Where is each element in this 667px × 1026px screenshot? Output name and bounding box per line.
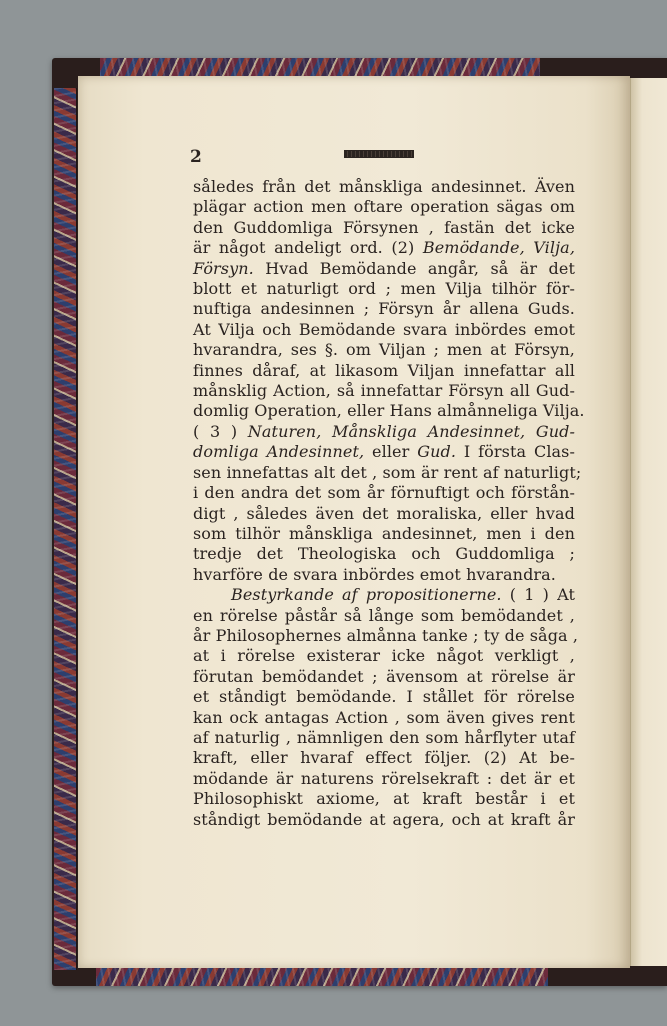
- text-run: Hvad Bemödande angår, så är det: [253, 258, 575, 278]
- text-line: [193, 565, 575, 585]
- text-run: således från det månskliga andesinnet. Även: [193, 177, 575, 196]
- text-line: [193, 504, 575, 524]
- text-line: [193, 625, 579, 646]
- italic-text: Försyn.: [193, 258, 254, 278]
- text-run: Philosophiskt axiome, at kraft består i et: [193, 789, 575, 809]
- text-line: [193, 381, 575, 401]
- text-run: hvarföre de svara inbördes emot hvarandra.: [193, 564, 556, 584]
- text-line: [193, 769, 575, 789]
- text-line: [193, 361, 575, 381]
- text-line: [193, 789, 575, 809]
- text-run: en rörelse påstår så långe som bemödandet ,: [193, 605, 575, 625]
- page-text: [193, 177, 585, 830]
- facing-page-edge: [630, 78, 667, 966]
- text-run: månsklig Action, så innefattar Försyn all Gud-: [193, 381, 575, 401]
- text-line: [193, 483, 575, 503]
- text-line: [193, 320, 575, 340]
- text-line: [193, 177, 575, 197]
- text-run: digt , således även det moraliska, eller hvad: [193, 503, 575, 523]
- text-line: [193, 218, 575, 238]
- marbled-edge-left: [54, 88, 77, 970]
- text-run: som tilhör månskliga andesinnet, men i den: [193, 523, 575, 543]
- text-run: finnes dåraf, at likasom Viljan innefattar all: [193, 360, 575, 380]
- text-line: [193, 524, 575, 544]
- text-run: kraft, eller hvaraf effect följer. (2) At be-: [193, 748, 575, 768]
- text-run: ( 3 ): [193, 421, 248, 441]
- text-line: [193, 748, 575, 768]
- text-line: [193, 197, 575, 217]
- text-run: At Vilja och Bemödande svara inbördes emot: [193, 319, 575, 339]
- italic-text: Bestyrkande af propositionerne.: [231, 585, 502, 605]
- text-run: förutan bemödandet ; ävensom at rörelse är: [193, 666, 575, 686]
- text-line: [193, 708, 575, 728]
- page-number: 2: [190, 147, 202, 167]
- text-line: [193, 728, 575, 748]
- text-line: [193, 667, 575, 687]
- header-ornament: [344, 150, 414, 158]
- text-line: [193, 401, 585, 421]
- text-run: kan ock antagas Action , som även gives rent: [193, 707, 575, 727]
- marbled-edge-bottom: [96, 966, 548, 986]
- text-run: i den andra det som år förnuftigt och förstån-: [193, 483, 575, 503]
- text-run: domlig Operation, eller Hans almånneliga Vilja.: [193, 401, 585, 421]
- text-line: [193, 462, 582, 483]
- text-line: [193, 340, 575, 360]
- text-line: [193, 279, 575, 299]
- text-line: [193, 259, 575, 279]
- text-run: hvarandra, ses §. om Viljan ; men at Försyn,: [193, 340, 575, 360]
- text-run: at i rörelse existerar icke något verkligt ,: [193, 646, 575, 666]
- text-run: ståndigt bemödande at agera, och at kraft år: [193, 809, 575, 829]
- text-run: sen innefattas alt det , som är rent af naturligt;: [193, 462, 582, 482]
- italic-text: Naturen, Månskliga Andesinnet, Gud-: [247, 421, 575, 441]
- text-line: [193, 687, 575, 707]
- text-run: I första Clas-: [456, 442, 575, 462]
- text-line: [193, 238, 575, 258]
- text-line: [193, 442, 575, 462]
- italic-text: domliga Andesinnet,: [193, 442, 365, 462]
- text-run: eller: [364, 442, 418, 462]
- italic-text: Bemödande, Vilja,: [422, 238, 576, 258]
- text-line: [193, 585, 575, 605]
- text-run: den Guddomliga Försynen , fastän det icke: [193, 217, 575, 237]
- text-line: [193, 646, 575, 666]
- text-run: ( 1 ) At: [501, 585, 575, 605]
- text-line: [193, 606, 575, 626]
- text-line: [193, 810, 575, 830]
- text-run: år Philosophernes almånna tanke ; ty de såga ,: [193, 625, 579, 645]
- italic-text: Gud.: [417, 442, 457, 462]
- text-run: nuftiga andesinnen ; Försyn år allena Guds.: [193, 299, 575, 319]
- text-run: är något andeligt ord. (2): [193, 238, 423, 258]
- text-run: af naturlig , nämnligen den som hårflyter utaf: [193, 727, 575, 747]
- text-run: mödande är naturens rörelsekraft : det är et: [193, 768, 575, 788]
- text-run: et ståndigt bemödande. I stållet för rörelse: [193, 687, 575, 707]
- text-line: [193, 422, 575, 442]
- text-run: tredje det Theologiska och Guddomliga ;: [193, 544, 575, 564]
- text-line: [193, 299, 575, 319]
- text-run: blott et naturligt ord ; men Vilja tilhör för-: [193, 279, 575, 299]
- text-line: [193, 544, 575, 564]
- text-run: plägar action men oftare operation sägas om: [193, 197, 575, 217]
